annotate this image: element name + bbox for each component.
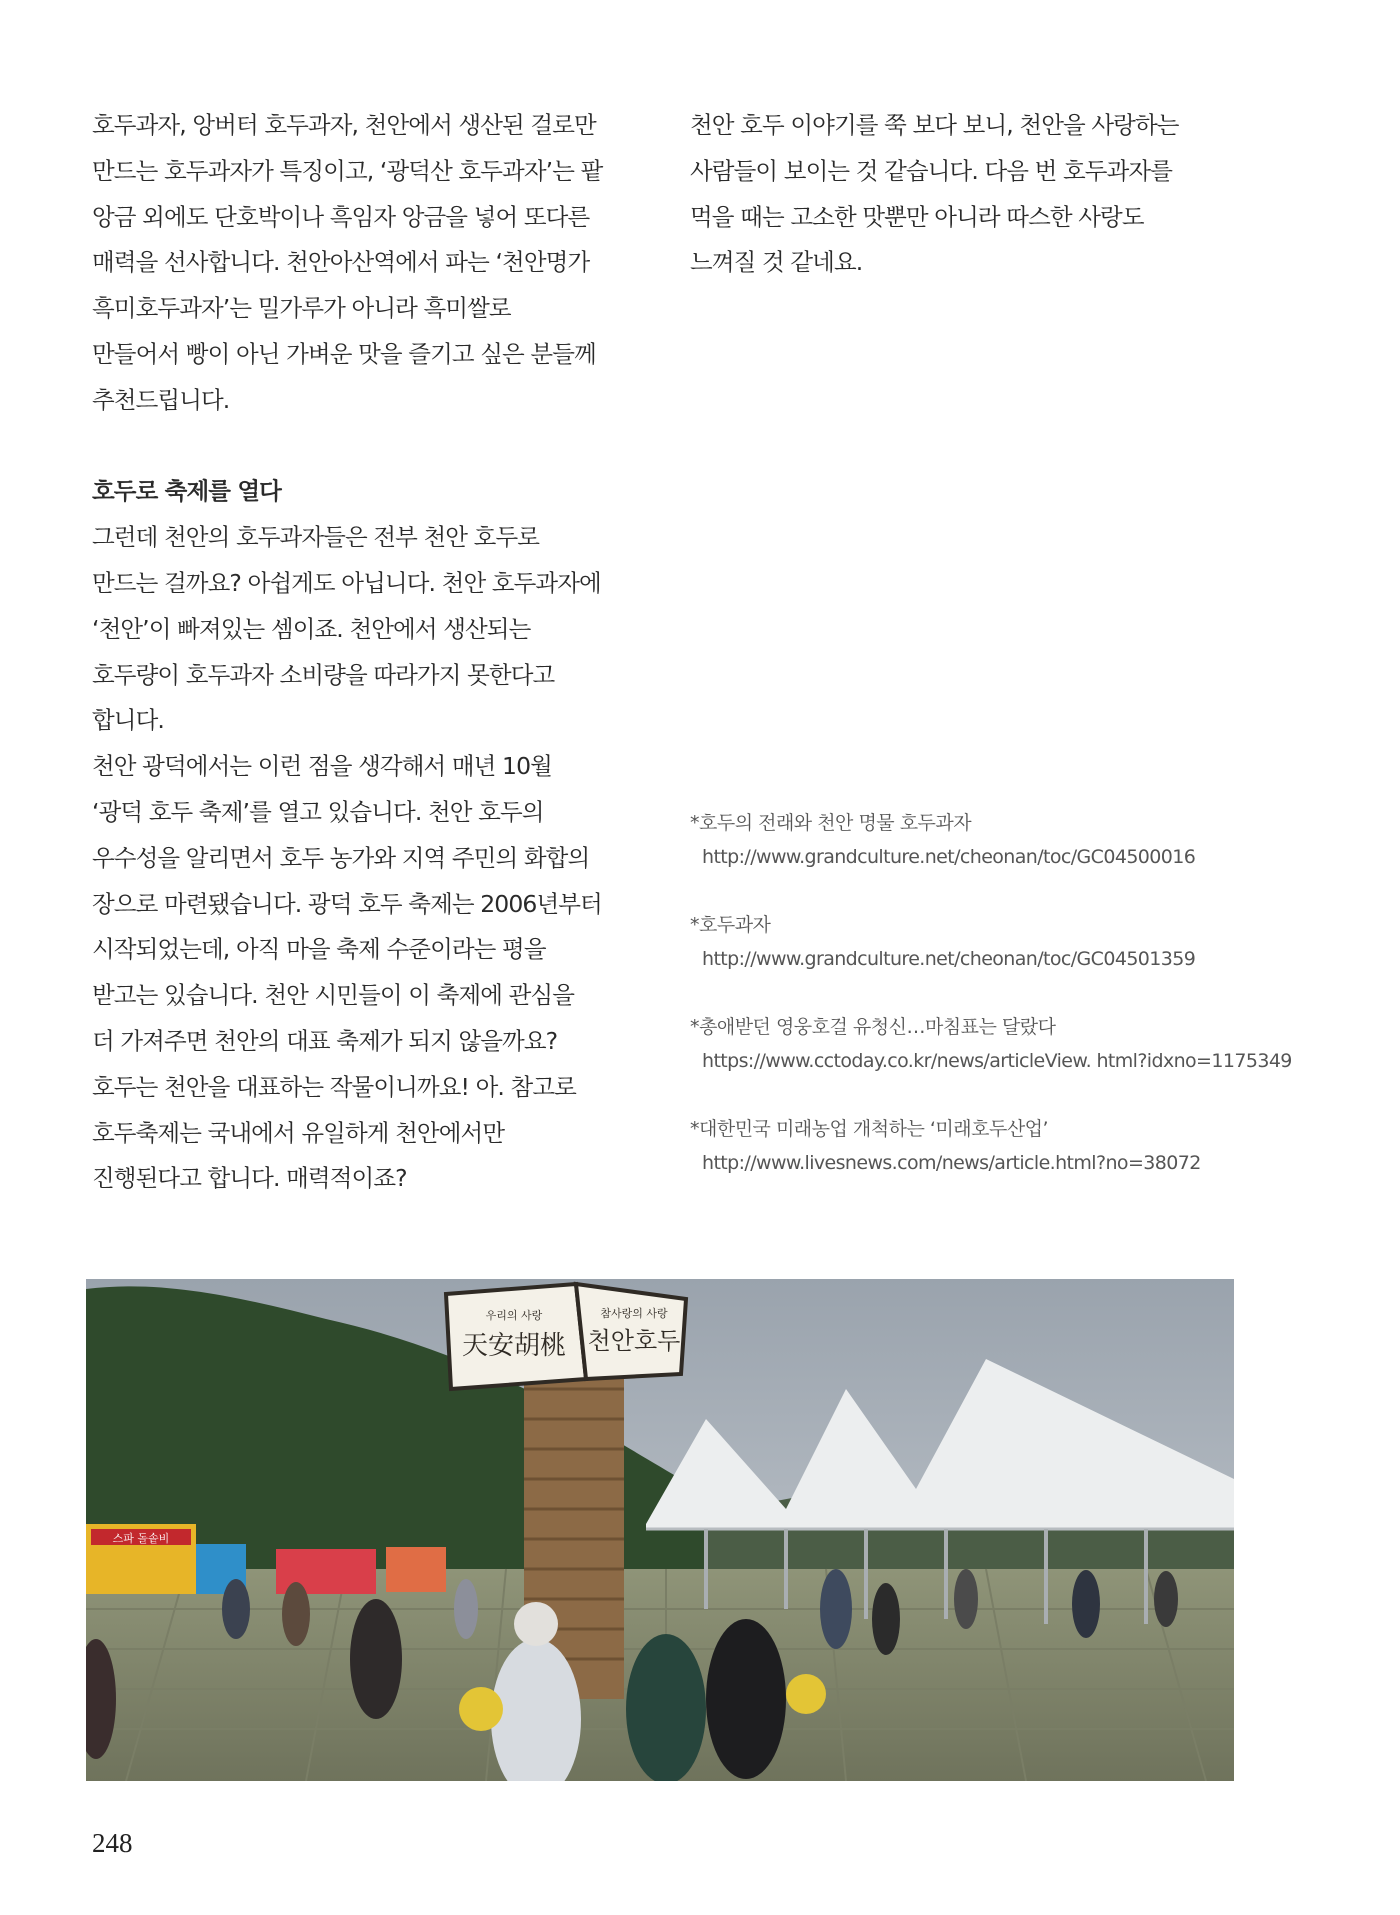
- body-line: 진행된다고 합니다. 매력적이죠?: [92, 1164, 407, 1193]
- body-line: 우수성을 알리면서 호두 농가와 지역 주민의 화합의: [92, 843, 590, 872]
- body-line: 만들어서 빵이 아닌 가벼운 맛을 즐기고 싶은 분들께: [92, 339, 596, 368]
- reference-url[interactable]: http://www.grandculture.net/cheonan/toc/GC04501359: [702, 948, 1196, 970]
- references: [690, 806, 1310, 1214]
- body-line: 호두축제는 국내에서 유일하게 천안에서만: [92, 1118, 505, 1147]
- body-line: 사람들이 보이는 것 같습니다. 다음 번 호두과자를: [690, 156, 1173, 185]
- reference-title: *총애받던 영웅호걸 유청신…마침표는 달랐다: [690, 1016, 1056, 1038]
- sign-box: [446, 1284, 686, 1389]
- body-line: ‘광덕 호두 축제’를 열고 있습니다. 천안 호두의: [92, 797, 544, 826]
- reference-item: [690, 908, 1310, 976]
- body-line: 호두량이 호두과자 소비량을 따라가지 못한다고: [92, 660, 555, 689]
- body-line: 받고는 있습니다. 천안 시민들이 이 축제에 관심을: [92, 981, 575, 1010]
- sign-right-small: 참사랑의 사랑: [600, 1307, 668, 1320]
- sign-left-small: 우리의 사랑: [485, 1309, 543, 1322]
- reference-title: *호두과자: [690, 914, 771, 936]
- body-line: 호두는 천안을 대표하는 작물이니까요! 아. 참고로: [92, 1072, 576, 1101]
- body-line: 흑미호두과자’는 밀가루가 아니라 흑미쌀로: [92, 294, 511, 323]
- body-line: 더 가져주면 천안의 대표 축제가 되지 않을까요?: [92, 1026, 558, 1055]
- festival-photo: [86, 1279, 1234, 1781]
- body-line: 만드는 걸까요? 아쉽게도 아닙니다. 천안 호두과자에: [92, 568, 601, 597]
- reference-url[interactable]: http://www.grandculture.net/cheonan/toc/GC04500016: [702, 846, 1196, 868]
- reference-url[interactable]: https://www.cctoday.co.kr/news/articleView. html?idxno=1175349: [702, 1050, 1292, 1072]
- body-line: 느껴질 것 같네요.: [690, 248, 863, 277]
- truck-sign: 스파 돌솥비: [112, 1532, 170, 1545]
- body-line: 천안 광덕에서는 이런 점을 생각해서 매년 10월: [92, 752, 552, 781]
- reference-title: *호두의 전래와 천안 명물 호두과자: [690, 812, 972, 834]
- reference-item: [690, 806, 1310, 874]
- right-column: [690, 103, 1290, 286]
- body-line: 앙금 외에도 단호박이나 흑임자 앙금을 넣어 또다른: [92, 202, 590, 231]
- reference-item: [690, 1112, 1310, 1180]
- reference-url[interactable]: http://www.livesnews.com/news/article.html?no=38072: [702, 1152, 1201, 1174]
- body-line: 먹을 때는 고소한 맛뿐만 아니라 따스한 사랑도: [690, 202, 1144, 231]
- body-line: 추천드립니다.: [92, 385, 230, 414]
- body-line: 만드는 호두과자가 특징이고, ‘광덕산 호두과자’는 팥: [92, 156, 603, 185]
- sign-right-main: 천안호두: [587, 1327, 681, 1355]
- body-line: 장으로 마련됐습니다. 광덕 호두 축제는 2006년부터: [92, 889, 602, 918]
- left-column: [92, 103, 652, 1202]
- section-heading: 호두로 축제를 열다: [92, 477, 281, 506]
- page-number: 248: [92, 1828, 133, 1858]
- body-line: 시작되었는데, 아직 마을 축제 수준이라는 평을: [92, 935, 546, 964]
- reference-title: *대한민국 미래농업 개척하는 ‘미래호두산업’: [690, 1118, 1049, 1140]
- sign-left-main: 天安胡桃: [461, 1331, 567, 1361]
- body-line: 천안 호두 이야기를 쭉 보다 보니, 천안을 사랑하는: [690, 111, 1179, 139]
- body-line: 매력을 선사합니다. 천안아산역에서 파는 ‘천안명가: [92, 248, 590, 277]
- body-line: ‘천안’이 빠져있는 셈이죠. 천안에서 생산되는: [92, 614, 531, 643]
- body-line: 호두과자, 앙버터 호두과자, 천안에서 생산된 걸로만: [92, 111, 596, 139]
- body-line: 합니다.: [92, 706, 164, 735]
- reference-item: [690, 1010, 1310, 1078]
- festival-photo-illustration: [86, 1279, 1234, 1781]
- body-line: 그런데 천안의 호두과자들은 전부 천안 호두로: [92, 523, 540, 552]
- paragraph-gap: [92, 424, 652, 470]
